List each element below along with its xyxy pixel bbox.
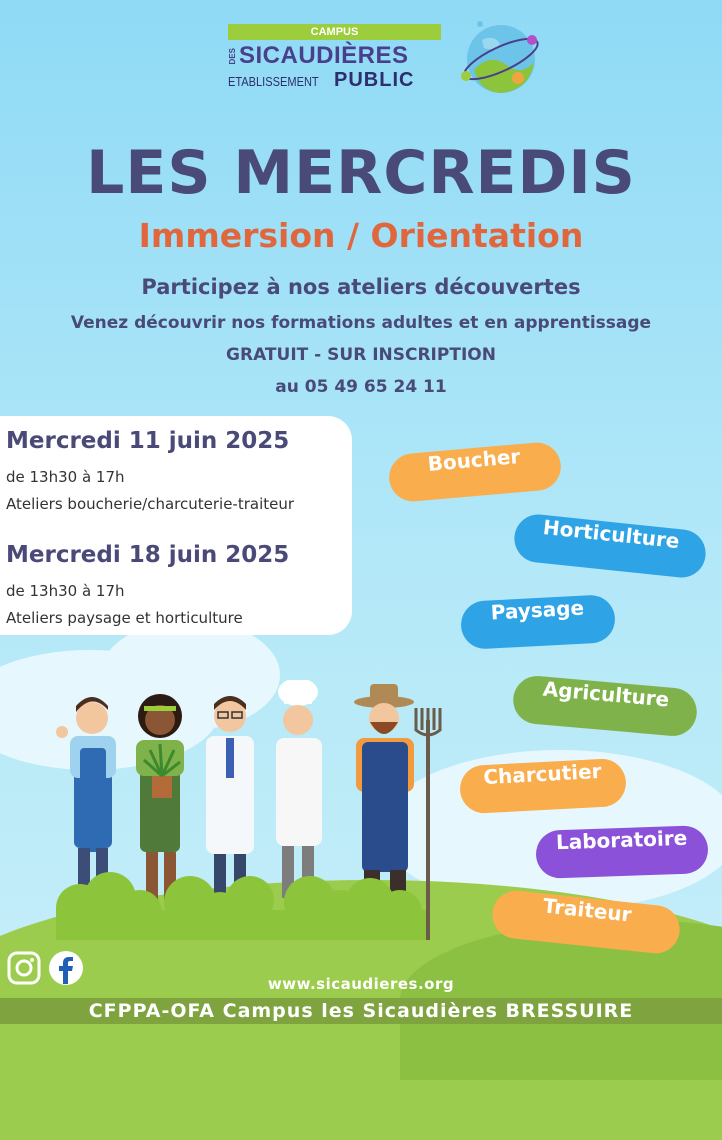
footer-text: CFPPA-OFA Campus les Sicaudières BRESSUIRE [88, 1000, 634, 1022]
tag-traiteur: Traiteur [490, 888, 682, 955]
session-date: Mercredi 18 juin 2025 [6, 542, 290, 568]
tag-agriculture: Agriculture [511, 674, 698, 738]
logo-etablissement: ETABLISSEMENT [228, 74, 319, 89]
globe-icon [460, 18, 542, 100]
chef-figure [276, 680, 322, 898]
tag-laboratoire: Laboratoire [535, 825, 709, 879]
tag-horticulture: Horticulture [512, 512, 708, 580]
intro-line: Participez à nos ateliers découvertes [141, 275, 581, 299]
butcher-figure [56, 697, 116, 898]
bushes [56, 872, 426, 940]
tag-boucher: Boucher [387, 441, 563, 504]
page-subtitle: Immersion / Orientation [138, 216, 584, 255]
phone-line: au 05 49 65 24 11 [275, 377, 447, 397]
session-date: Mercredi 11 juin 2025 [6, 428, 290, 454]
logo-name: SICAUDIÈRES [239, 42, 409, 69]
horticulture-figure [136, 694, 184, 900]
logo-des-label: DES [228, 48, 237, 65]
professionals-illustration [40, 680, 450, 950]
free-registration-line: GRATUIT - SUR INSCRIPTION [226, 345, 496, 365]
intro-line: Venez découvrir nos formations adultes et en apprentissage [70, 313, 652, 333]
tag-paysage: Paysage [460, 594, 616, 650]
logo-public: PUBLIC [334, 69, 415, 91]
footer-bar [0, 998, 722, 1024]
scientist-figure [206, 696, 254, 900]
session-time: de 13h30 à 17h [6, 468, 125, 486]
tag-charcutier: Charcutier [459, 758, 627, 815]
session-description: Ateliers paysage et horticulture [6, 609, 243, 627]
website-link[interactable]: www.sicaudieres.org [267, 975, 455, 993]
page-title: LES MERCREDIS [86, 138, 636, 208]
logo-campus-label: CAMPUS [228, 24, 441, 40]
session-time: de 13h30 à 17h [6, 582, 125, 600]
sessions-box [0, 416, 352, 635]
session-description: Ateliers boucherie/charcuterie-traiteur [6, 495, 295, 513]
campus-logo [228, 22, 548, 102]
